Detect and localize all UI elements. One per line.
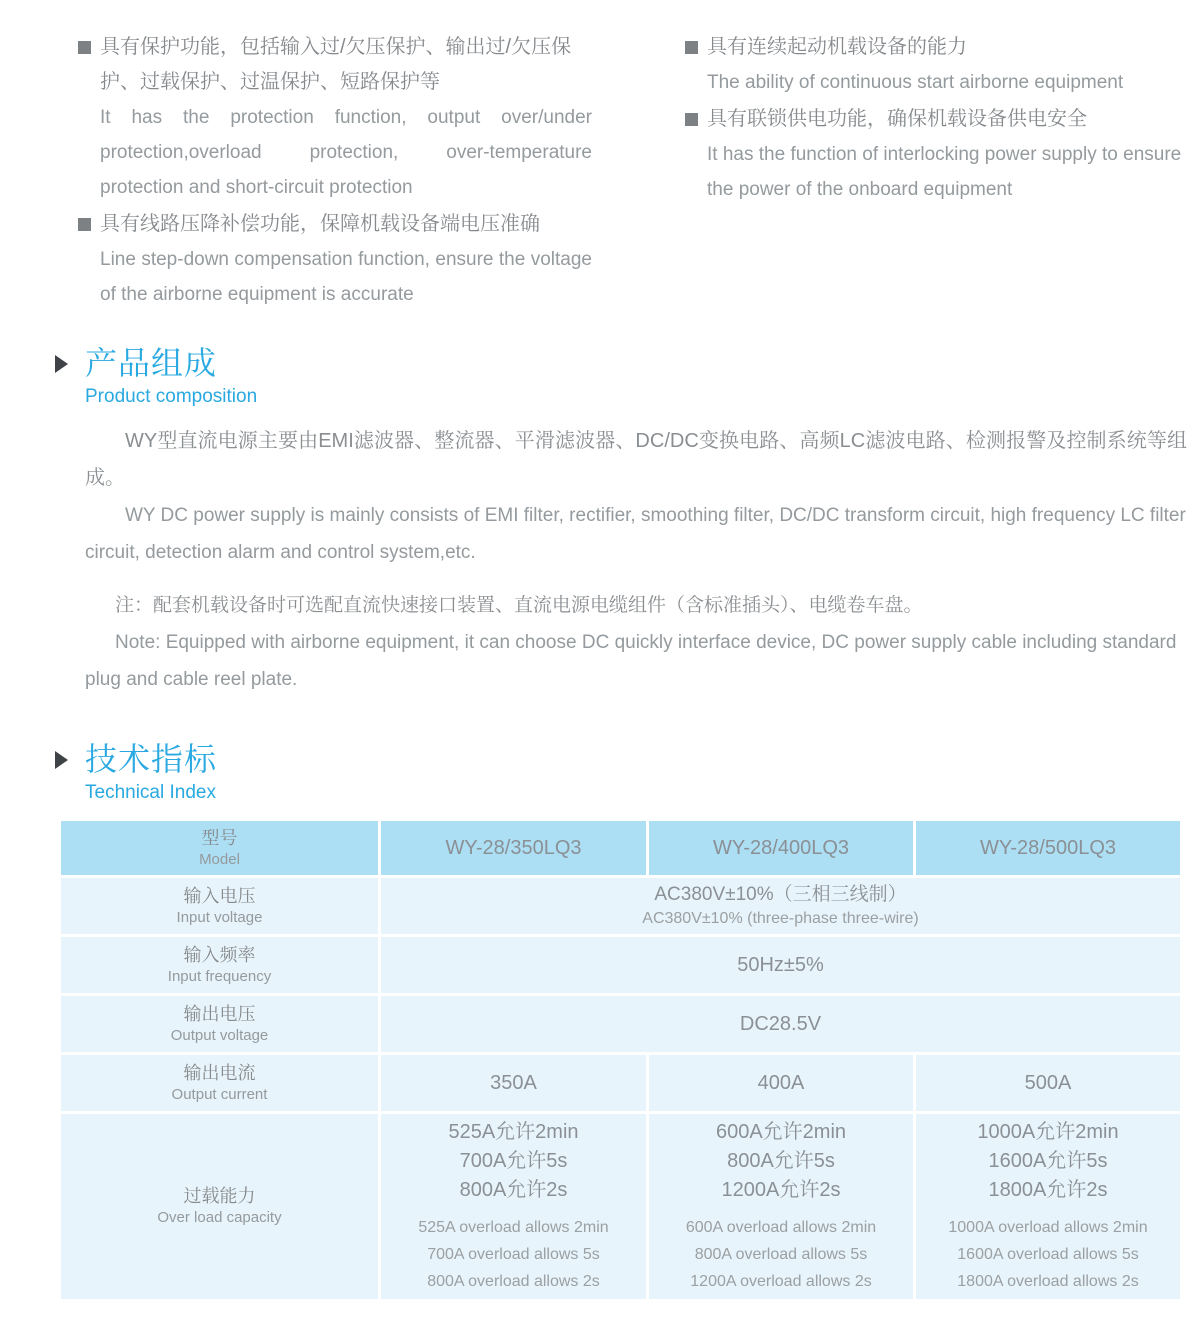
section-title-zh: 产品组成	[85, 345, 218, 381]
bullet-square-icon	[685, 41, 698, 54]
overload-zh-lines: 1000A允许2min 1600A允许5s 1800A允许2s	[977, 1121, 1119, 1201]
feature-text-en: The ability of continuous start airborne equipment	[707, 72, 1124, 93]
table-row-output-voltage	[60, 995, 1182, 1054]
overload-zh-lines: 600A允许2min 800A允许5s 1200A允许2s	[715, 1121, 847, 1201]
table-row-output-current	[60, 1054, 1182, 1113]
model-cell	[380, 820, 648, 877]
value-cell	[380, 877, 1182, 936]
row-label-zh: 输出电流	[183, 1062, 256, 1083]
value-cell	[380, 936, 1182, 995]
feature-text-en: Line step-down compensation function, ensure the voltage of the airborne equipment is accurate	[100, 249, 592, 305]
section-title-zh: 技术指标	[85, 741, 218, 777]
overload-cell	[915, 1113, 1182, 1301]
overload-en-lines: 525A overload allows 2min 700A overload allows 5s 800A overload allows 2s	[418, 1219, 609, 1290]
header-label-zh: 型号	[201, 827, 238, 848]
value-en: AC380V±10% (three-phase three-wire)	[642, 910, 919, 927]
row-label-en: Over load capacity	[157, 1209, 282, 1226]
row-label-zh: 输出电压	[183, 1003, 256, 1024]
section-title-en: Technical Index	[85, 782, 216, 803]
value-cell	[915, 1054, 1182, 1113]
model-name: WY-28/350LQ3	[445, 836, 582, 859]
feature-text-zh: 具有保护功能，包括输入过/欠压保护、输出过/欠压保护、过载保护、过温保护、短路保护等	[100, 36, 572, 93]
section-title-en: Product composition	[85, 386, 258, 407]
feature-text-en: It has the function of interlocking power supply to ensure the power of the onboard equipment	[707, 144, 1182, 200]
triangle-marker-icon	[55, 751, 68, 769]
model-cell	[648, 820, 915, 877]
row-label-zh: 输入频率	[183, 944, 256, 965]
table-header-row	[60, 820, 1182, 877]
feature-text-zh: 具有连续起动机载设备的能力	[707, 36, 967, 58]
overload-en-lines: 1000A overload allows 2min 1600A overload allows 5s 1800A overload allows 2s	[948, 1219, 1148, 1290]
row-label-cell	[60, 1113, 380, 1301]
feature-list	[0, 0, 1195, 314]
composition-body	[85, 423, 1187, 698]
feature-text-zh: 具有联锁供电功能，确保机载设备供电安全	[707, 108, 1087, 130]
table-row-input-voltage	[60, 877, 1182, 936]
feature-item	[78, 30, 592, 205]
spec-table	[58, 818, 1183, 1302]
row-label-cell	[60, 877, 380, 936]
overload-zh-lines: 525A允许2min 700A允许5s 800A允许2s	[448, 1121, 579, 1201]
feature-text-en: It has the protection function, output over/under protection,overload protection, over-temperature protection and short-circuit protection	[100, 107, 592, 198]
table-row-input-frequency	[60, 936, 1182, 995]
value-zh: AC380V±10%（三相三线制）	[654, 884, 907, 905]
value: 400A	[757, 1072, 805, 1094]
bullet-square-icon	[685, 113, 698, 126]
overload-cell	[648, 1113, 915, 1301]
composition-paragraph-zh: WY型直流电源主要由EMI滤波器、整流器、平滑滤波器、DC/DC变换电路、高频LC滤波电路、检测报警及控制系统等组成。	[85, 430, 1187, 489]
model-name: WY-28/500LQ3	[979, 836, 1116, 859]
value-cell	[380, 995, 1182, 1054]
composition-note-en: Note: Equipped with airborne equipment, it can choose DC quickly interface device, DC power supply cable including standard plug and cable reel plate.	[85, 632, 1177, 690]
row-label-cell	[60, 995, 380, 1054]
value: DC28.5V	[739, 1013, 822, 1035]
row-label-zh: 输入电压	[183, 885, 256, 906]
section-heading	[55, 344, 1195, 409]
composition-note	[85, 587, 1187, 698]
row-label-cell	[60, 1054, 380, 1113]
feature-text-zh: 具有线路压降补偿功能，保障机载设备端电压准确	[100, 213, 540, 235]
bullet-square-icon	[78, 218, 91, 231]
row-label-en: Output voltage	[170, 1026, 269, 1044]
section-heading	[55, 740, 1195, 805]
header-label-cell	[60, 820, 380, 877]
bullet-square-icon	[78, 41, 91, 54]
row-label-en: Input voltage	[176, 908, 263, 926]
row-label-zh: 过载能力	[183, 1186, 256, 1206]
value: 350A	[490, 1072, 537, 1094]
model-cell	[915, 820, 1182, 877]
composition-note-zh: 注：配套机载设备时可选配直流快速接口装置、直流电源电缆组件（含标准插头）、电缆卷车盘。	[115, 595, 923, 616]
table-row-overload	[60, 1113, 1182, 1301]
model-name: WY-28/400LQ3	[712, 836, 849, 859]
value: 50Hz±5%	[737, 954, 824, 976]
value: 500A	[1024, 1072, 1072, 1094]
feature-item	[685, 102, 1195, 207]
row-label-en: Input frequency	[167, 967, 272, 985]
feature-column-left	[78, 30, 592, 314]
row-label-en: Output current	[171, 1085, 268, 1103]
triangle-marker-icon	[55, 355, 68, 373]
overload-en-lines: 600A overload allows 2min 800A overload allows 5s 1200A overload allows 2s	[685, 1219, 877, 1290]
technical-index-section	[0, 740, 1195, 1302]
feature-item	[78, 207, 592, 312]
value-cell	[380, 1054, 648, 1113]
feature-item	[685, 30, 1195, 100]
value-cell	[648, 1054, 915, 1113]
product-composition-section	[0, 344, 1195, 698]
row-label-cell	[60, 936, 380, 995]
overload-cell	[380, 1113, 648, 1301]
feature-column-right	[685, 30, 1195, 314]
header-label-en: Model	[199, 850, 240, 868]
composition-paragraph-en: WY DC power supply is mainly consists of EMI filter, rectifier, smoothing filter, DC/DC transform circuit, high frequency LC filter circuit, detection alarm and control system,etc.	[85, 505, 1186, 563]
